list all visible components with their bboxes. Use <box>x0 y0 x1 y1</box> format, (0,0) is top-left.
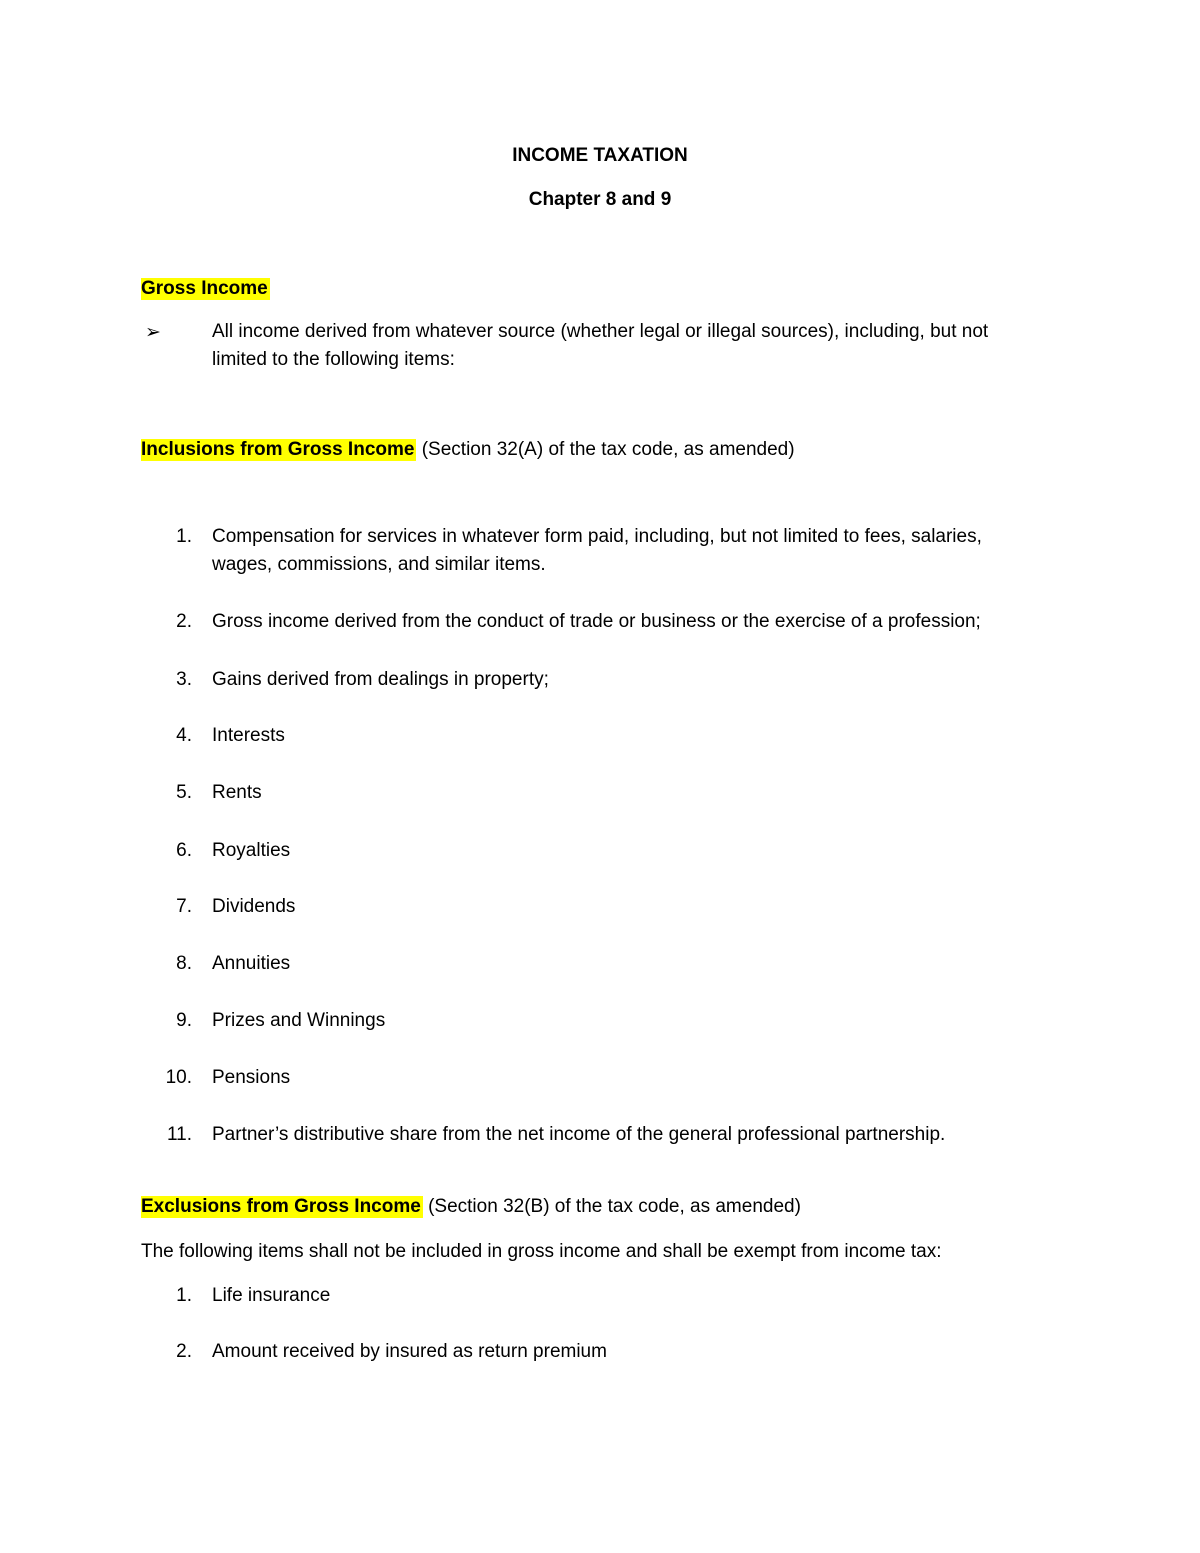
list-item-number: 1. <box>176 526 192 547</box>
gross-income-heading <box>141 278 270 300</box>
gross-income-heading-text: Gross Income <box>141 278 268 299</box>
list-item-text: Gains derived from dealings in property; <box>212 669 549 690</box>
exclusions-intro: The following items shall not be included in gross income and shall be exempt from income tax: <box>141 1241 942 1262</box>
list-item-number: 2. <box>176 1341 192 1362</box>
list-item-number: 8. <box>176 953 192 974</box>
list-item-text: Life insurance <box>212 1285 331 1306</box>
list-item-text: Annuities <box>212 953 291 974</box>
gross-income-definition: All income derived from whatever source (whether legal or illegal sources), including, but not limited to the following items: <box>212 321 989 370</box>
arrow-bullet-icon: ➢ <box>145 322 161 343</box>
list-item-number: 5. <box>176 782 192 803</box>
list-item-text: Amount received by insured as return premium <box>212 1341 607 1362</box>
list-item-number: 7. <box>176 896 192 917</box>
document-subtitle: Chapter 8 and 9 <box>528 189 672 210</box>
exclusions-reference: (Section 32(B) of the tax code, as amended) <box>422 1196 801 1217</box>
list-item-number: 6. <box>176 840 192 861</box>
list-item-text: Rents <box>212 782 262 803</box>
exclusions-heading <box>141 1196 801 1218</box>
list-item-text: Pensions <box>212 1067 291 1088</box>
list-item-text: Compensation for services in whatever form paid, including, but not limited to fees, salaries, wages, commissions, and similar items. <box>212 526 982 575</box>
list-item-number: 9. <box>176 1010 192 1031</box>
document-title: INCOME TAXATION <box>512 145 688 166</box>
list-item-number: 1. <box>176 1285 192 1306</box>
list-item-text: Partner’s distributive share from the net income of the general professional partnership. <box>212 1124 946 1145</box>
inclusions-heading <box>141 439 795 461</box>
list-item-text: Royalties <box>212 840 291 861</box>
inclusions-reference: (Section 32(A) of the tax code, as amended) <box>416 439 795 460</box>
list-item-text: Dividends <box>212 896 296 917</box>
list-item-number: 2. <box>176 611 192 632</box>
list-item-number: 11. <box>166 1124 192 1145</box>
list-item-number: 3. <box>176 669 192 690</box>
list-item-text: Gross income derived from the conduct of trade or business or the exercise of a profession; <box>212 611 981 632</box>
list-item-text: Prizes and Winnings <box>212 1010 386 1031</box>
exclusions-heading-text: Exclusions from Gross Income <box>141 1196 421 1217</box>
list-item-number: 4. <box>176 725 192 746</box>
inclusions-heading-text: Inclusions from Gross Income <box>141 439 415 460</box>
list-item-text: Interests <box>212 725 285 746</box>
list-item-number: 10. <box>165 1067 192 1088</box>
